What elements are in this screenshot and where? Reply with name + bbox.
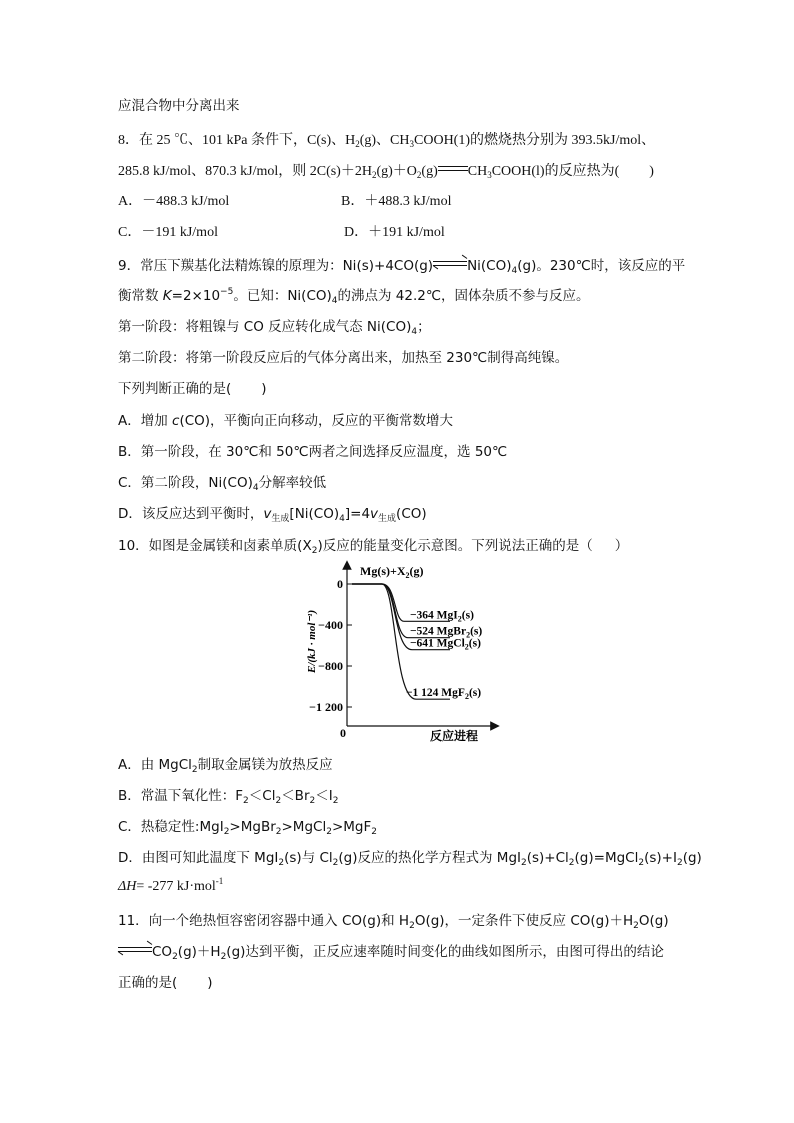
curve-label: −524 MgBr$_2$(s) [410, 625, 483, 640]
reversible-arrow-icon [433, 259, 467, 269]
q10-option-b[interactable]: B．常温下氧化性：$F_2<Cl_2<Br_2<I_2$ [118, 788, 339, 806]
q9-option-a[interactable]: A．增加 c(CO)，平衡向正向移动，反应的平衡常数增大 [118, 413, 454, 429]
energy-diagram [290, 563, 530, 743]
chart-top-label: $Mg(s)+X_2(g)$ [360, 564, 424, 580]
q7-tail: 应混合物中分离出来 [118, 98, 240, 114]
y-tick-label: −1 200 [309, 700, 343, 714]
q9-line1: 9．常压下羰基化法精炼镍的原理为：Ni(s)+4CO(g) $Ni(CO)_4(g)$。230℃时，该反应的平 [118, 258, 686, 276]
q10-option-d-deltah: ΔH= -277 kJ·mol$^{-1}$ [118, 876, 224, 894]
origin-label: 0 [340, 726, 346, 740]
q11-line2: $CO_2(g)+H_2(g)$达到平衡，正反应速率随时间变化的曲线如图所示，由图可得出的结论 [118, 943, 664, 961]
q10-option-d[interactable]: D．由图可知此温度下 MgI$_2$(s)与 $Cl_2(g)$反应的热化学方程式为 $MgI_2(s)+Cl_2(g)=MgCl_2(s)+I_2(g)$ [118, 850, 702, 868]
y-tick-label: −800 [318, 659, 343, 673]
curve-label: −364 MgI$_2$(s) [410, 609, 474, 624]
q8-option-a[interactable]: A．－488.3 kJ/mol [118, 194, 230, 209]
q9-option-c[interactable]: C．第二阶段，$Ni(CO)_4$分解率较低 [118, 475, 327, 493]
reversible-arrow-icon [118, 945, 152, 955]
equal-sign-icon [438, 164, 468, 174]
q8-line1: 8．在 25 ℃、101 kPa 条件下，C(s)、$H_2(g)$、$CH_3COOH(1)$的燃烧热分别为 393.5kJ/mol、 [118, 133, 656, 149]
q10-stem: 10．如图是金属镁和卤素单质$(X_2)$反应的能量变化示意图。下列说法正确的是（ ） [118, 538, 629, 556]
q9-line2: 衡常数 $K=2\times 10^{-5}$。已知：$Ni(CO)_4$的沸点为 42.2℃，固体杂质不参与反应。 [118, 287, 590, 306]
y-axis-label: E/(kJ · mol⁻¹) [306, 609, 318, 673]
q8-line2: 285.8 kJ/mol、870.3 kJ/mol，则 $2C(s)+2H_2(g)+O_2(g)$ $CH_3COOH(l)$的反应热为( ) [118, 164, 654, 180]
q11-line1: 11．向一个绝热恒容密闭容器中通入 CO(g)和 $H_2O(g)$，一定条件下使反应 $CO(g)+H_2O(g)$ [118, 913, 669, 931]
y-tick-label: −400 [318, 618, 343, 632]
q8-option-d[interactable]: D．＋191 kJ/mol [344, 225, 445, 240]
q10-option-c[interactable]: C．热稳定性:MgI$_2$>MgBr$_2$>MgCl$_2$>MgF$_2$ [118, 819, 377, 837]
q9-option-d[interactable]: D．该反应达到平衡时，$v_{生成}[Ni(CO)_4]=4v_{生成}(CO)$ [118, 506, 427, 524]
curve-label: −641 MgCl$_2$(s) [410, 637, 481, 652]
q9-line3: 第一阶段：将粗镍与 CO 反应转化成气态 $Ni(CO)_4$； [118, 319, 431, 337]
q10-option-a[interactable]: A．由 MgCl$_2$制取金属镁为放热反应 [118, 757, 333, 775]
q8-option-b[interactable]: B．＋488.3 kJ/mol [341, 194, 452, 209]
q9-line4: 第二阶段：将第一阶段反应后的气体分离出来，加热至 230℃制得高纯镍。 [118, 350, 569, 366]
q9-option-b[interactable]: B．第一阶段，在 30℃和 50℃两者之间选择反应温度，选 50℃ [118, 444, 508, 460]
q8-number: 8． [118, 133, 139, 148]
x-axis-label: 反应进程 [430, 729, 479, 743]
q11-question: 正确的是( ) [118, 975, 213, 991]
curve-label: −1 124 MgF$_2$(s) [406, 687, 482, 702]
q9-question: 下列判断正确的是( ) [118, 381, 267, 397]
q8-option-c[interactable]: C．－191 kJ/mol [118, 225, 218, 240]
y-tick-label: 0 [337, 577, 343, 591]
